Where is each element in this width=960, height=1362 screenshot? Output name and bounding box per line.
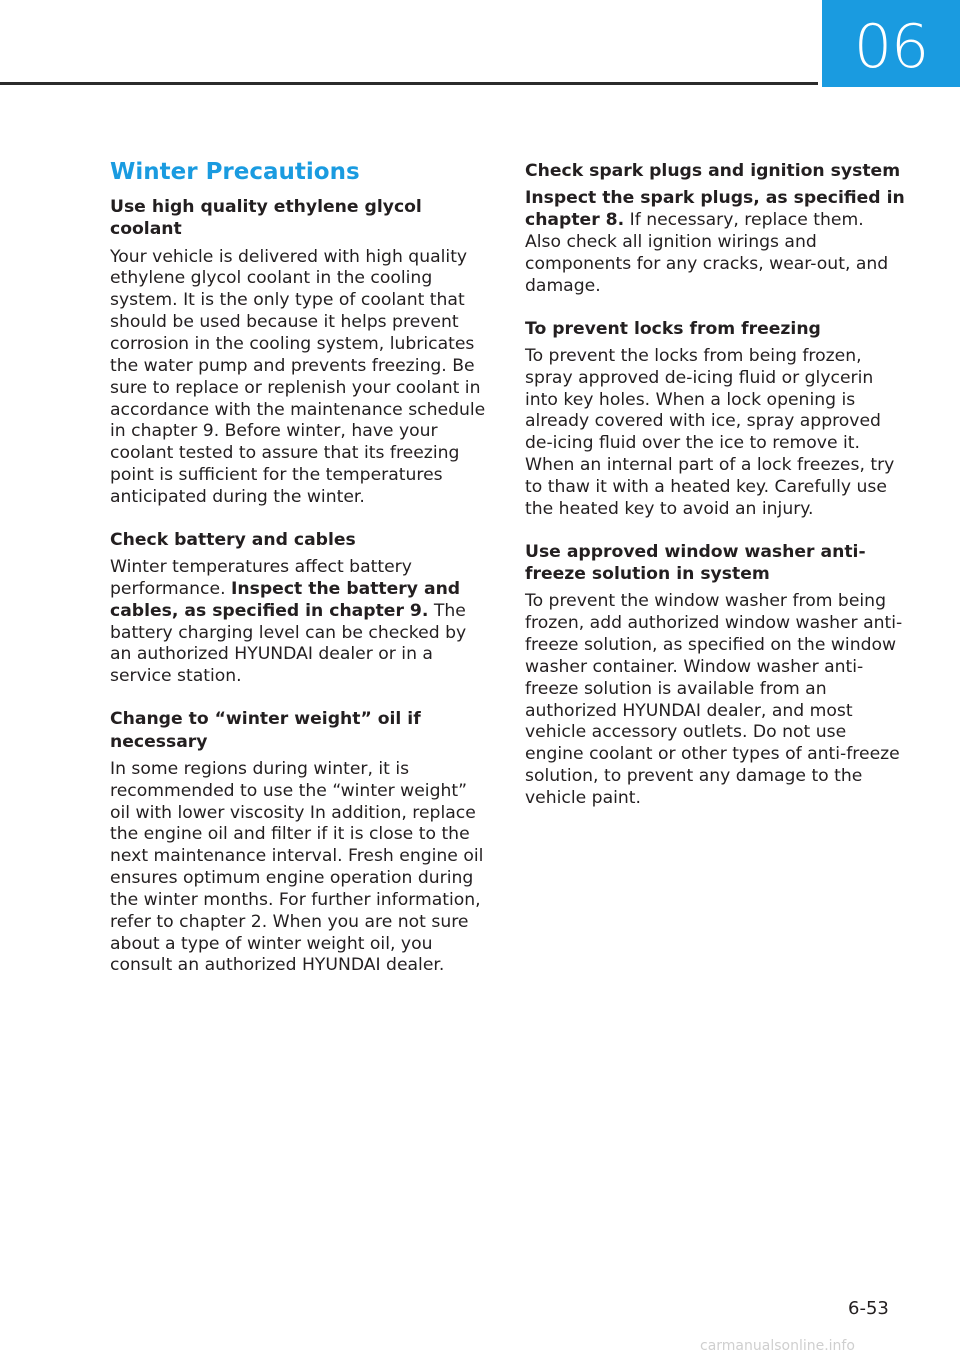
- coolant-text: Your vehicle is delivered with high quality ethylene glycol coolant in the cooling system. It is the only type of coolant that should be used because it helps prevent corrosion in the cooling system, lubricates the water pump and prevents freezing. Be sure to replace or replenish your coolant in accordance with the maintenance schedule in chapter 9. Before winter, have your coolant tested to assure that its freezing point is sufficient for the temperatures anticipated during the winter.: [110, 246, 486, 507]
- washer-text: To prevent the window washer from being frozen, add authorized window washer anti-freeze solution, as specified on the window washer container. Window washer anti-freeze solution is available from an authorized HYUNDAI dealer, and most vehicle accessory outlets. Do not use engine coolant or other types of anti-freeze solution, to prevent any damage to the vehicle paint.: [525, 591, 903, 808]
- locks-heading: To prevent locks from freezing: [525, 318, 821, 339]
- spark-plugs-text: [525, 188, 905, 297]
- spark-plugs-heading: Check spark plugs and ignition system: [525, 161, 901, 181]
- left-column: [110, 158, 490, 997]
- section-title: Winter Precautions: [110, 159, 360, 185]
- spark-plugs-text-bold: Inspect the spark plugs, as specified in chapter 8.: [525, 188, 905, 231]
- chapter-tab: [822, 0, 960, 87]
- right-column: [525, 160, 905, 830]
- page-number: 6-53: [848, 1298, 889, 1319]
- battery-text: [110, 557, 490, 688]
- spark-plugs-text-post: If necessary, replace them. Also check all ignition wirings and components for any cracks, wear-out, and damage.: [525, 210, 889, 296]
- oil-text: In some regions during winter, it is recommended to use the “winter weight” oil with lower viscosity In addition, replace the engine oil and filter if it is close to the next maintenance interval. Fresh engine oil ensures optimum engine operation during the winter months. For further information, refer to chapter 2. When you are not sure about a type of winter weight oil, you consult an authorized HYUNDAI dealer.: [110, 758, 484, 976]
- battery-text-post: The battery charging level can be checked by an authorized HYUNDAI dealer or in a service station.: [110, 600, 467, 687]
- oil-heading: Change to “winter weight” oil if necessary: [110, 709, 421, 752]
- battery-heading: Check battery and cables: [110, 529, 356, 550]
- header-rule: [0, 82, 818, 85]
- washer-heading: Use approved window washer anti-freeze solution in system: [525, 541, 866, 585]
- coolant-heading: Use high quality ethylene glycol coolant: [110, 196, 422, 240]
- chapter-number: 06: [853, 12, 929, 82]
- battery-text-bold: Inspect the battery and cables, as specified in chapter 9.: [110, 578, 461, 621]
- locks-text: To prevent the locks from being frozen, spray approved de-icing fluid or glycerin into key holes. When a lock opening is already covered with ice, spray approved de-icing fluid over the ice to remove it. When an internal part of a lock freezes, try to thaw it with a heated key. Carefully use the heated key to avoid an injury.: [525, 345, 895, 519]
- watermark-text: carmanualsonline.info: [700, 1338, 855, 1354]
- battery-text-pre: Winter temperatures affect battery performance.: [110, 557, 412, 599]
